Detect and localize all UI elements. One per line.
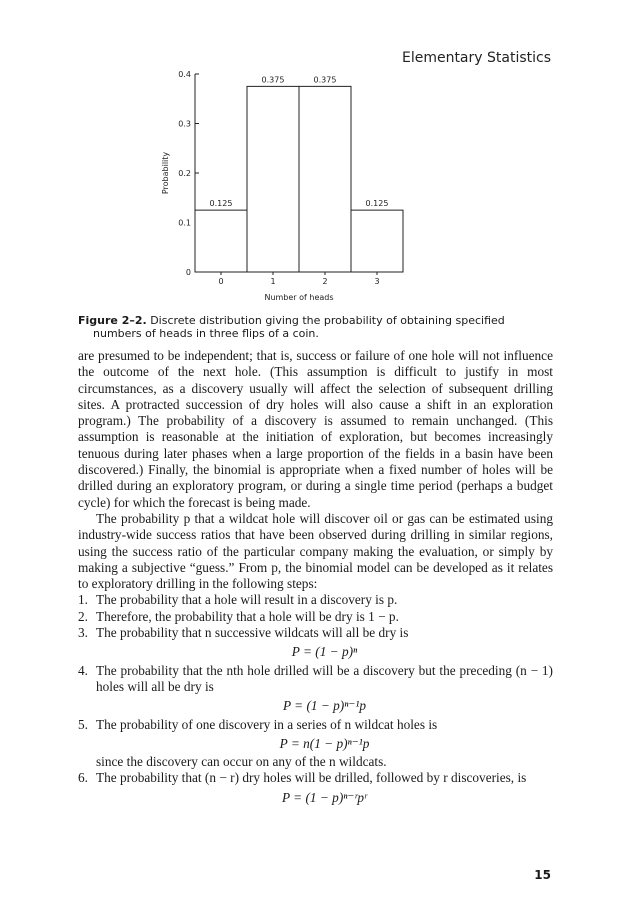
step-item — [78, 625, 553, 661]
x-tick-label: 1 — [270, 277, 276, 286]
equation: P = (1 − p)ⁿ⁻ʳpʳ — [281, 789, 368, 805]
x-tick-label: 3 — [374, 277, 380, 286]
step-text: The probability that the nth hole drilled will be a discovery but the preceding (n − 1) holes will all be dry is — [96, 662, 553, 694]
body-text — [78, 348, 553, 808]
equation: P = (1 − p)ⁿ — [291, 644, 358, 660]
bar-2 — [299, 86, 351, 272]
bar-value-label: 0.125 — [209, 199, 233, 209]
running-head: Elementary Statistics — [401, 50, 551, 66]
step-text: The probability of one discovery in a series of n wildcat holes is — [96, 716, 438, 732]
x-tick-label: 2 — [322, 277, 328, 286]
y-tick-label: 0.2 — [178, 169, 191, 178]
figure-label: Figure 2–2. — [78, 314, 147, 327]
y-tick-label: 0 — [185, 268, 191, 277]
y-tick-label: 0.3 — [178, 119, 191, 129]
step-number: 5. — [78, 716, 88, 732]
step-item — [78, 592, 553, 608]
paragraph-2: The probability p that a wildcat hole will discover oil or gas can be estimated using industry-wide success ratios that have been observed during drilling in similar regions, using the success ratio of the particular company making the evaluation, or simply by making a subjective “guess.” From p, the binomial model can be developed as it relates to exploratory drilling in the following steps: — [78, 510, 553, 592]
step-text: The probability that (n − r) dry holes will be drilled, followed by r discoveries, is — [96, 770, 527, 786]
bar-value-label: 0.125 — [365, 199, 389, 209]
x-axis-title: Number of heads — [264, 293, 334, 302]
steps-list — [78, 592, 553, 806]
equation: P = n(1 − p)ⁿ⁻¹p — [279, 735, 370, 751]
page-number: 15 — [534, 868, 551, 882]
step-text: The probability that a hole will result in a discovery is p. — [96, 592, 398, 608]
bar-value-label: 0.375 — [261, 75, 285, 85]
step-item — [78, 663, 553, 715]
figure-caption — [78, 314, 553, 340]
step-item — [78, 609, 553, 625]
y-axis-title: Probability — [161, 151, 170, 195]
bar-value-label: 0.375 — [313, 75, 337, 85]
step-text: Therefore, the probability that a hole will be dry is 1 − p. — [96, 608, 399, 624]
y-tick-label: 0.4 — [178, 70, 191, 79]
step-item — [78, 717, 553, 771]
step-followup-text: since the discovery can occur on any of the n wildcats. — [96, 754, 387, 770]
step-number: 2. — [78, 608, 88, 624]
bar-3 — [351, 210, 403, 272]
probability-bar-chart — [140, 60, 420, 305]
y-tick-label: 0.1 — [178, 218, 191, 228]
bar-0 — [195, 210, 247, 272]
figure-caption-text: Discrete distribution giving the probability of obtaining specified numbers of heads in three flips of a coin. — [93, 314, 505, 340]
step-number: 4. — [78, 662, 88, 678]
step-text: The probability that n successive wildcats will all be dry is — [96, 625, 409, 641]
bar-1 — [247, 86, 299, 272]
equation: P = (1 − p)ⁿ⁻¹p — [282, 698, 367, 714]
x-tick-label: 0 — [218, 277, 224, 286]
step-number: 6. — [78, 770, 88, 786]
step-number: 1. — [78, 592, 88, 608]
step-number: 3. — [78, 625, 88, 641]
paragraph-1: are presumed to be independent; that is, success or failure of one hole will not influence the outcome of the next hole. (This assumption is difficult to justify in most circumstances, as a discovery usually will affect the selection of subsequent drilling sites. A protracted succession of dry holes will also cause a shift in an exploration program.) The probability of a discovery is assumed to remain unchanged. (This assumption is reasonable at the initiation of exploration, but becomes increasingly tenuous during later phases when a large proportion of the fields in a basin have been discovered.) Finally, the binomial is appropriate when a fixed number of holes will be drilled during an exploratory program, or during a single time period (perhaps a budget cycle) for which the forecast is being made. — [78, 348, 553, 510]
step-item — [78, 770, 553, 806]
